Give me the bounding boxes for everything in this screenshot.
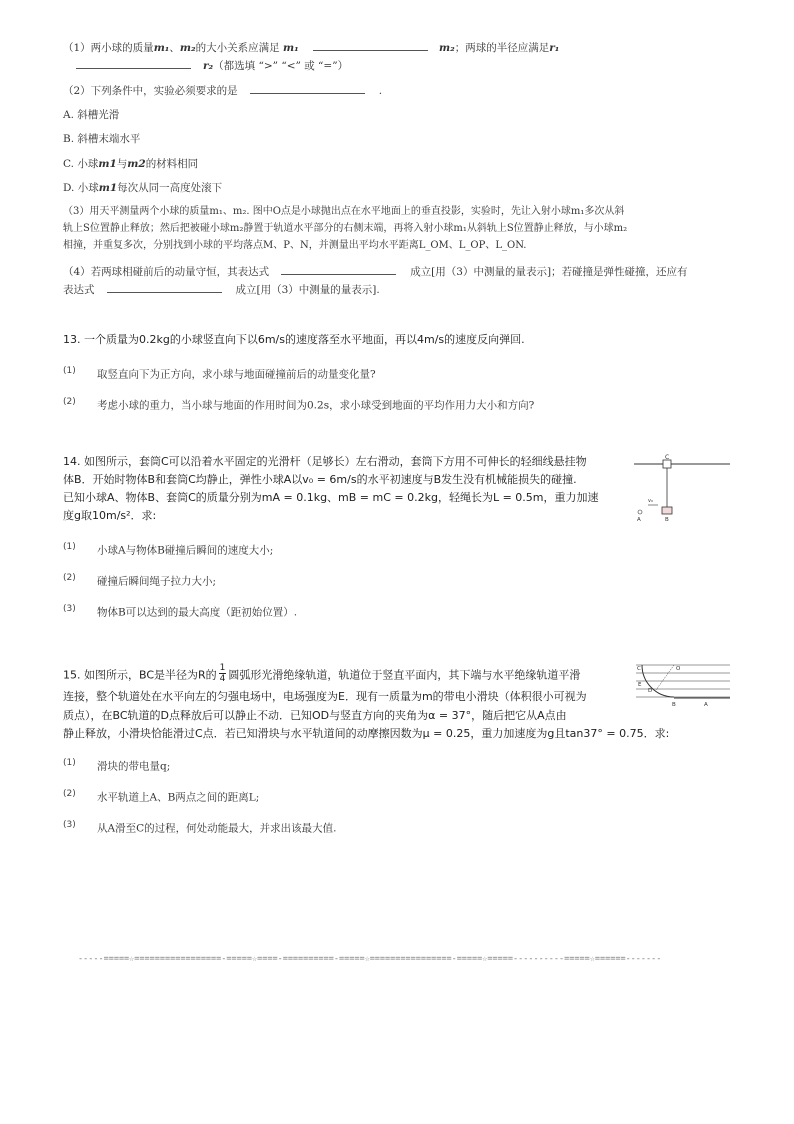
label-b: B [672,702,676,708]
label-d: D [648,688,653,694]
label-b: B [665,517,669,523]
page-separator: -----=====☆=================-=====☆====-==========-=====☆================-=====☆=====----------=====☆======------- [78,954,662,964]
fraction-quarter: $\frac{1}{4}$ [219,663,226,684]
answer-blank[interactable] [281,264,396,275]
q14-figure [634,452,734,527]
q15-line2: 连接，整个轨道处在水平向左的匀强电场中，电场强度为E．现有一质量为m的带电小滑块（体积很小可视为 [63,690,587,703]
q15-sub2: (2) 水平轨道上A、B两点之间的距离L; [63,789,260,804]
q15-line4: 静止释放，小滑块恰能滑过C点．若已知滑块与水平轨道间的动摩擦因数为μ = 0.25，重力加速度为g且tan37° = 0.75．求: [63,727,670,740]
label-c: C [637,666,641,672]
q12-part2: （2）下列条件中，实验必须要求的是 . [63,85,383,97]
answer-blank[interactable] [313,40,428,51]
answer-blank[interactable] [76,58,191,69]
sleeve-c [663,460,671,468]
q14-sub1: (1) 小球A与物体B碰撞后瞬间的速度大小; [63,542,274,557]
label-c: C [665,454,670,461]
q14-line4: 度g取10m/s²．求: [63,509,157,522]
block-b [662,507,672,514]
q15-figure [634,660,734,710]
radius-od [656,665,674,690]
answer-blank[interactable] [250,83,365,94]
label-o: O [676,666,681,672]
q13-sub2: (2) 考虑小球的重力，当小球与地面的作用时间为0.2s，求小球受到地面的平均作用力大小和方向? [63,397,535,412]
q15-line3: 质点），在BC轨道的D点释放后可以静止不动．已知OD与竖直方向的夹角为α = 37°，随后把它从A点由 [63,709,567,722]
label-a: A [637,517,641,523]
q12-option-b: B. 斜槽末端水平 [63,133,141,145]
q12-option-d: D. 小球m1每次从同一高度处滚下 [63,182,223,194]
q12-part4-line2: 表达式 成立[用（3）中测量的量表示]. [63,284,380,296]
q12-part3-line1: （3）用天平测量两个小球的质量m₁、m₂. 图中O点是小球抛出点在水平地面上的垂直投影，实验时，先让入射小球m₁多次从斜 [63,206,625,217]
ball-a [638,510,642,514]
q12-part4-line1: （4）若两球相碰前后的动量守恒，其表达式 成立[用（3）中测量的量表示]；若碰撞是弹性碰撞，还应有 [63,266,688,278]
q12-part1-line2: r₂（都选填 “>” “<” 或 “=”） [72,58,348,73]
q15-line1: 15. 如图所示，BC是半径为R的 $\frac{1}{4}$ 圆弧形光滑绝缘轨道，轨道位于竖直平面内，其下端与水平绝缘轨道平滑 [63,663,581,684]
q12-option-a: A. 斜槽光滑 [63,109,120,121]
label-e: E [638,682,642,688]
q14-sub2: (2) 碰撞后瞬间绳子拉力大小; [63,573,217,588]
q14-sub3: (3) 物体B可以达到的最大高度（距初始位置）. [63,604,298,619]
q12-part3-line3: 相撞，并重复多次，分别找到小球的平均落点M、P、N，并测量出平均水平距离L_OM、L_OP、L_ON. [63,240,527,251]
q12-option-c: C. 小球m1与m2的材料相同 [63,158,199,170]
q13-sub1: (1) 取竖直向下为正方向，求小球与地面碰撞前后的动量变化量? [63,366,376,381]
q13-title: 13. 一个质量为0.2kg的小球竖直向下以6m/s的速度落至水平地面，再以4m/s的速度反向弹回. [63,333,525,346]
q14-line1: 14. 如图所示，套筒C可以沿着水平固定的光滑杆（足够长）左右滑动，套筒下方用不可伸长的轻细线悬挂物 [63,455,587,468]
answer-blank[interactable] [107,282,222,293]
q12-part3-line2: 轨上S位置静止释放；然后把被碰小球m₂静置于轨道水平部分的右侧末端，再将入射小球m₁从斜轨上S位置静止释放，与小球m₂ [63,223,628,234]
label-a: A [704,702,708,708]
q14-line2: 体B．开始时物体B和套筒C均静止，弹性小球A以v₀ = 6m/s的水平初速度与B发生没有机械能损失的碰撞. [63,473,577,486]
q12-part1-line1: （1）两小球的质量m₁、m₂的大小关系应满足 m₁ m₂；两球的半径应满足r₁ [63,42,560,54]
q15-sub3: (3) 从A滑至C的过程，何处动能最大，并求出该最大值. [63,820,337,835]
q15-sub1: (1) 滑块的带电量q; [63,758,171,773]
label-v0: v₀ [648,498,653,504]
q14-line3: 已知小球A、物体B、套筒C的质量分别为mA = 0.1kg、mB = mC = 0.2kg，轻绳长为L = 0.5m，重力加速 [63,491,599,504]
